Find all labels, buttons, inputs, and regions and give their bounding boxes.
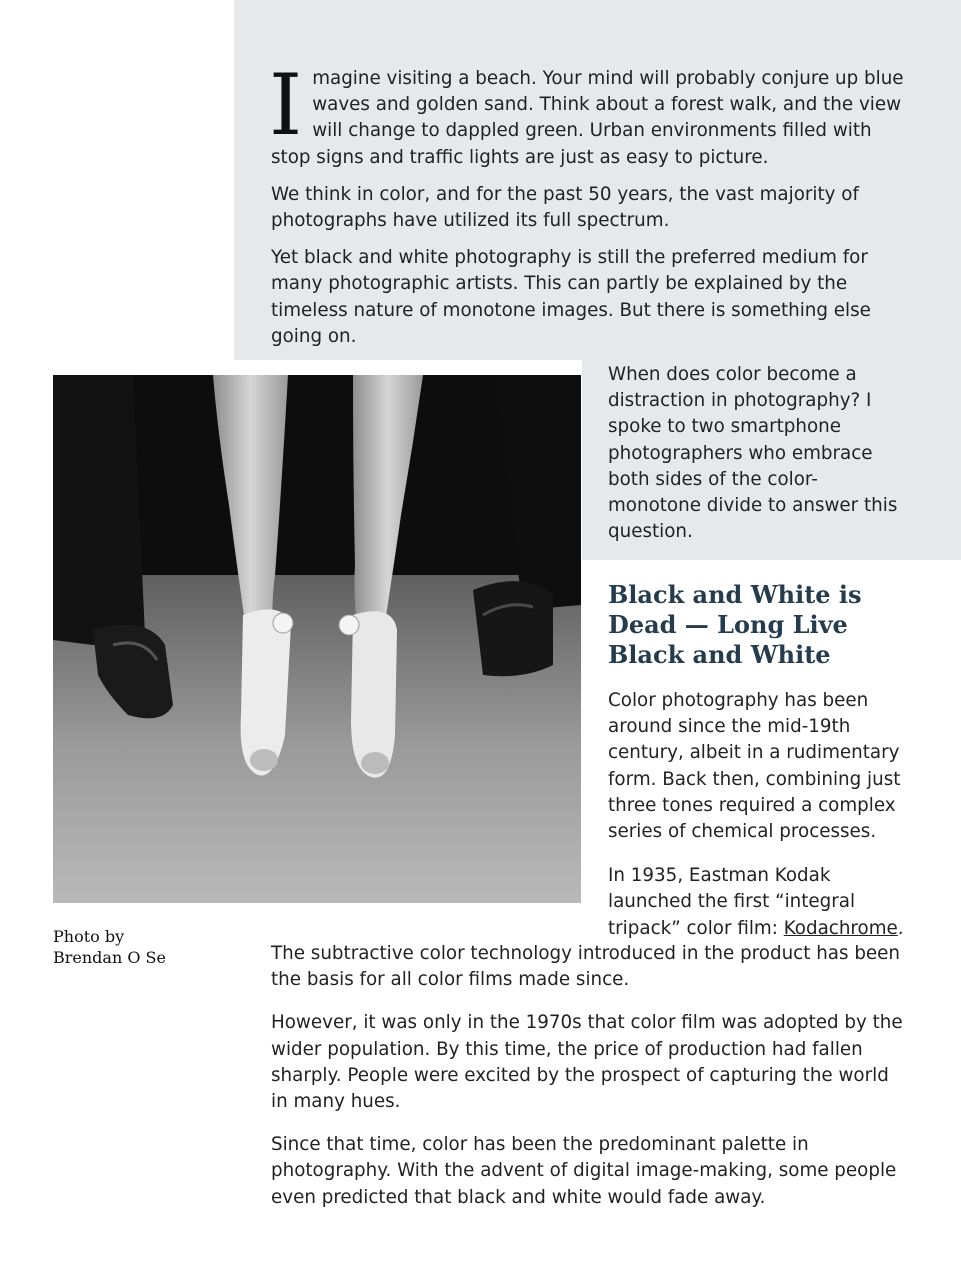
section-paragraph-1: Color photography has been around since the mid-19th century, albeit in a rudimentary form. Back then, combining just three tones required a complex series of chemical processes. bbox=[608, 690, 901, 843]
section-paragraph-2 bbox=[608, 863, 908, 942]
section-paragraph-2-continued: The subtractive color technology introduced in the product has been the basis for all color films made since. bbox=[271, 943, 900, 991]
black-and-white-photo bbox=[53, 375, 581, 903]
intro-paragraph-1-text: magine visiting a beach. Your mind will probably conjure up blue waves and golden sand. Think about a forest walk, and the view will change to dappled green. Urban environments filled with stop signs and traffic lights are just as easy to picture. bbox=[271, 68, 904, 168]
section-body-text bbox=[271, 941, 911, 1228]
drop-cap: I bbox=[269, 56, 303, 154]
photo-caption-line-1: Photo by bbox=[53, 927, 125, 946]
intro-paragraph-3: Yet black and white photography is still the preferred medium for many photographic artists. This can partly be explained by the timeless nature of monotone images. But there is something else going on. bbox=[271, 247, 871, 347]
section-paragraph-2-start: In 1935, Eastman Kodak launched the first “integral tripack” color film: bbox=[608, 865, 856, 939]
photo-caption bbox=[53, 926, 233, 968]
intro-paragraph-1 bbox=[269, 56, 911, 171]
photo-caption-line-2: Brendan O Se bbox=[53, 948, 166, 967]
section-paragraph-4: Since that time, color has been the predominant palette in photography. With the advent of digital image-making, some people even predicted that black and white would fade away. bbox=[271, 1134, 897, 1208]
intro-section bbox=[269, 56, 911, 361]
section-paragraph-3: However, it was only in the 1970s that color film was adopted by the wider population. By this time, the price of production had fallen sharply. People were excited by the prospect of capturing the world in many hues. bbox=[271, 1012, 903, 1113]
section-heading: Black and White is Dead — Long Live Black and White bbox=[608, 580, 862, 669]
section-paragraph-2-end: . bbox=[897, 917, 904, 939]
intro-paragraph-2: We think in color, and for the past 50 years, the vast majority of photographs have utilized its full spectrum. bbox=[271, 183, 859, 232]
section-column-text bbox=[608, 688, 908, 960]
side-question bbox=[608, 362, 908, 545]
kodachrome-link[interactable]: Kodachrome bbox=[783, 917, 898, 939]
side-question-text: When does color become a distraction in photography? I spoke to two smartphone photographers who embrace both sides of the color-monotone divide to answer this question. bbox=[608, 364, 898, 543]
